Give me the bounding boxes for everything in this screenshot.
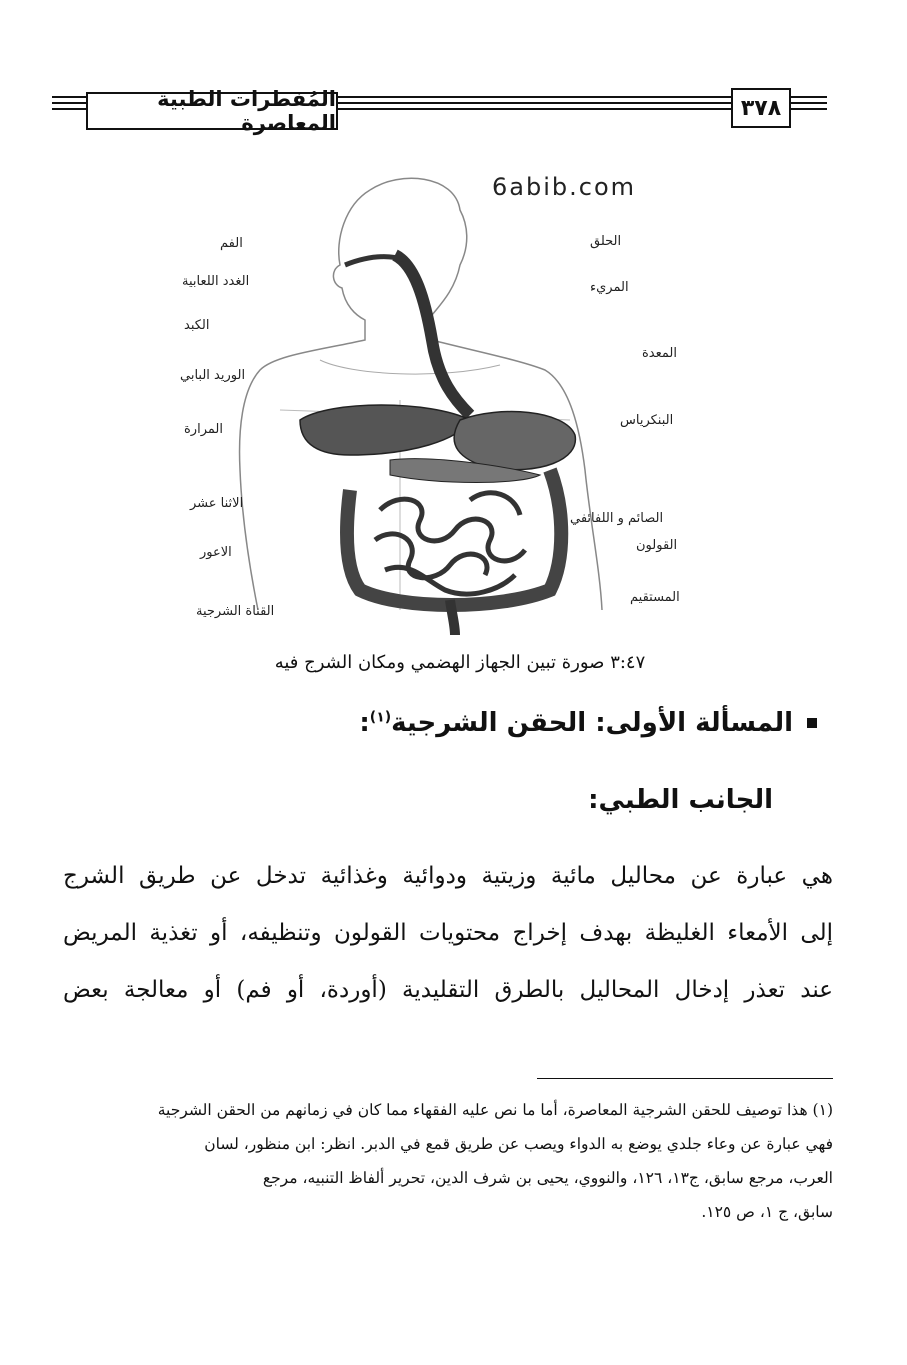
- label-pancreas: البنكرياس: [620, 413, 674, 428]
- footnote-marker: (١): [369, 709, 392, 726]
- footnote-line: العرب، مرجع سابق، ج١٣، ١٢٦، والنووي، يحيى بن شرف الدين، تحرير ألفاظ التنبيه، مرجع: [262, 1169, 833, 1187]
- body-line: عند تعذر إدخال المحاليل بالطرق التقليدية (أوردة، أو فم) أو معالجة بعض: [63, 977, 833, 1003]
- section-heading: [359, 708, 817, 738]
- footnote-line: سابق، ج ١، ص ١٢٥.: [701, 1203, 833, 1221]
- label-salivary-glands: الغدد اللعابية: [182, 274, 250, 289]
- label-colon: القولون: [636, 538, 678, 553]
- section-heading-text: المسألة الأولى: الحقن الشرجية$^{(١)}$:: [359, 708, 793, 738]
- page-number: ٣٧٨: [731, 88, 791, 128]
- digestive-system-illustration: [170, 170, 730, 645]
- figure-caption: ٣:٤٧ صورة تبين الجهاز الهضمي ومكان الشرج فيه: [274, 652, 646, 673]
- label-anal-canal: القناة الشرجية: [196, 604, 275, 619]
- square-bullet-icon: [807, 718, 817, 728]
- digestive-system-figure: [170, 170, 730, 645]
- page-header: [52, 82, 827, 135]
- footnote-line: فهي عبارة عن وعاء جلدي يوضع به الدواء ويصب عن طريق قمع في الدبر. انظر: ابن منظور، لسان: [204, 1135, 833, 1153]
- footnote-line: (١) هذا توصيف للحقن الشرجية المعاصرة، أما ما نص عليه الفقهاء مما كان في زمانهم من الحقن الشرجية: [157, 1101, 833, 1119]
- body-line: إلى الأمعاء الغليظة بهدف إخراج محتويات القولون وتنظيفه، أو تغذية المريض: [63, 920, 833, 946]
- label-mouth: الفم: [220, 236, 243, 251]
- figure-watermark: 6abib.com: [492, 173, 636, 201]
- subheading: الجانب الطبي:: [588, 785, 773, 815]
- body-paragraph: [63, 848, 833, 1019]
- label-pharynx: الحلق: [590, 234, 622, 249]
- book-title: المُفطرات الطبية المعاصرة: [86, 92, 338, 130]
- label-portal-vein: الوريد البابي: [180, 368, 246, 383]
- label-gallbladder: المرارة: [184, 422, 223, 437]
- body-line: هي عبارة عن محاليل مائية وزيتية ودوائية وغذائية تدخل عن طريق الشرج: [63, 863, 833, 889]
- label-esophagus: المريء: [590, 280, 629, 295]
- footnote: [63, 1093, 833, 1229]
- label-rectum: المستقيم: [630, 590, 680, 605]
- footnote-separator: [537, 1078, 833, 1079]
- label-stomach: المعدة: [642, 346, 677, 361]
- label-liver: الكبد: [184, 318, 210, 333]
- label-jejunum-ileum: الصائم و اللفائفي: [570, 511, 664, 526]
- label-duodenum: الاثنا عشر: [190, 496, 244, 511]
- label-cecum: الاعور: [200, 545, 232, 560]
